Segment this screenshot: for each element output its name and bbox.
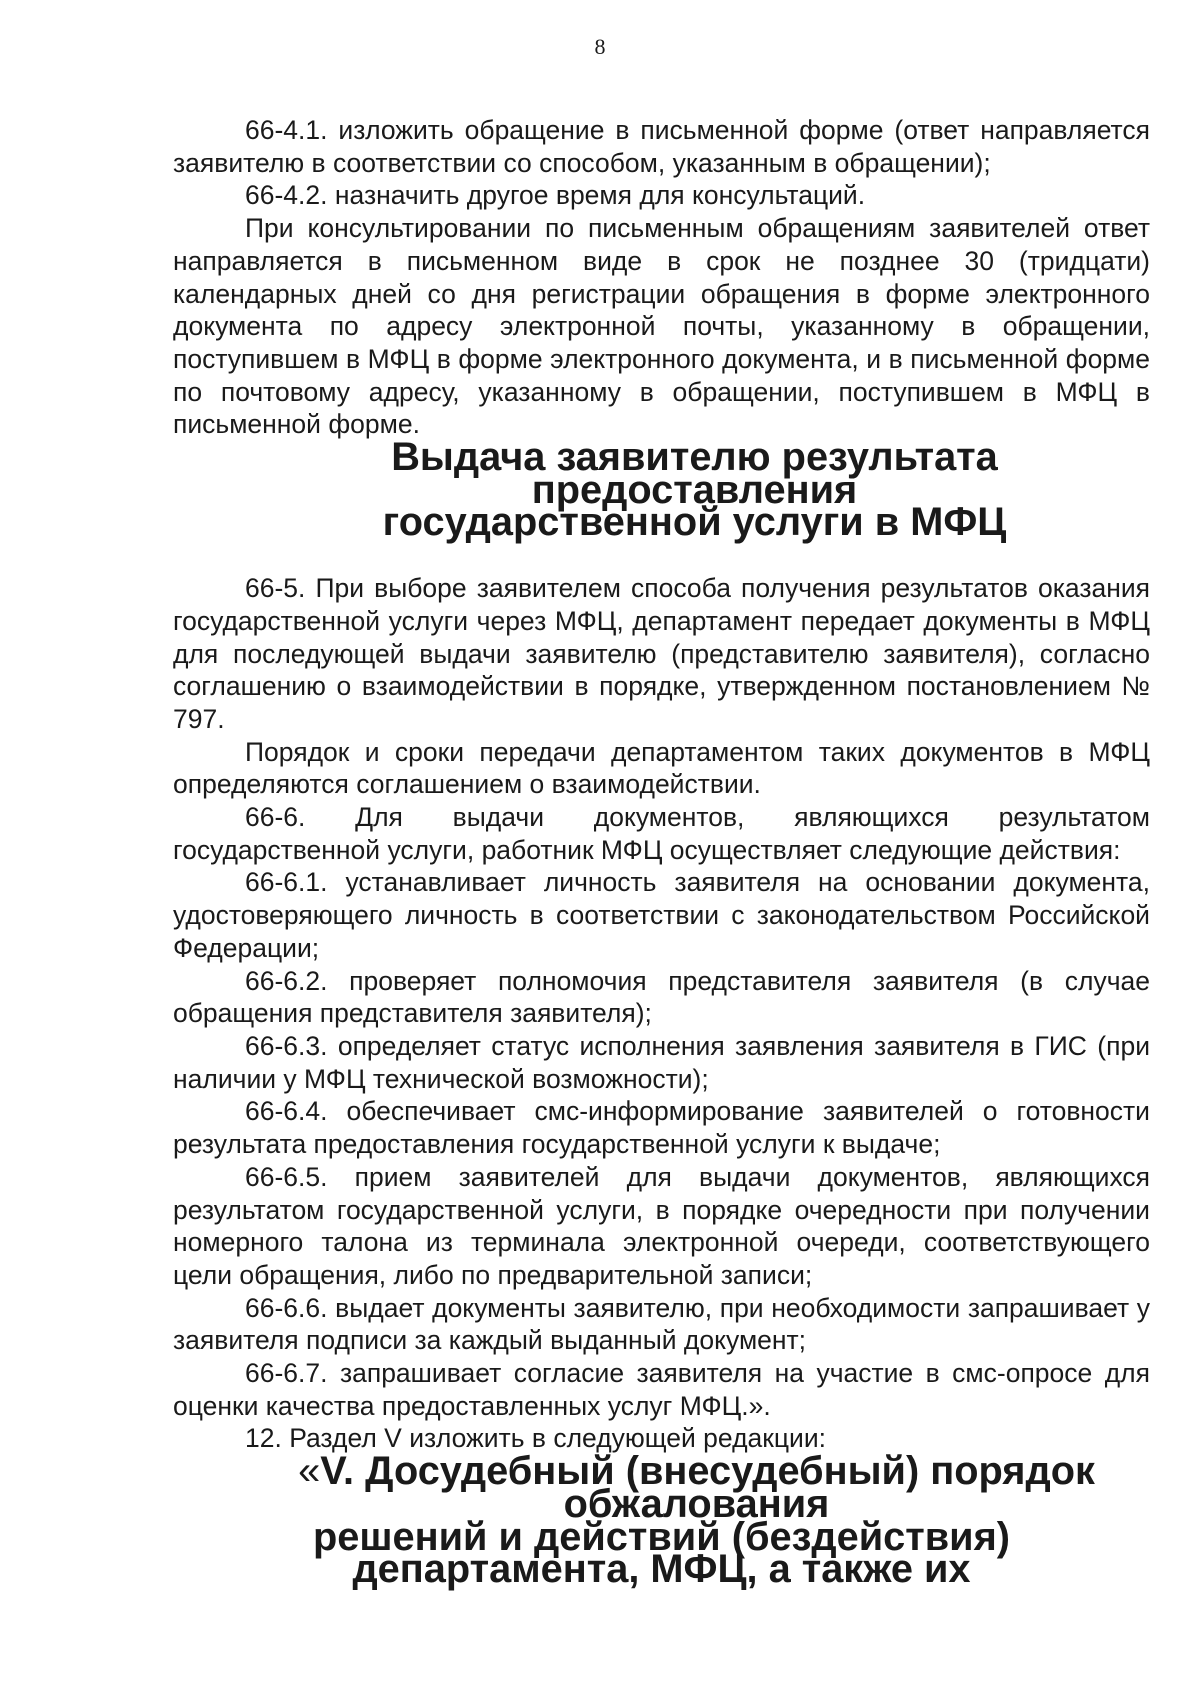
heading-line-text: V. Досудебный (внесудебный) порядок обжалования bbox=[320, 1449, 1095, 1526]
opening-quote: « bbox=[298, 1449, 321, 1494]
spacer bbox=[173, 539, 1150, 572]
document-body bbox=[173, 114, 1150, 1592]
heading-line: государственной услуги в МФЦ bbox=[382, 500, 1007, 545]
paragraph-66-5: 66-5. При выборе заявителем способа получения результатов оказания государственной услуги через МФЦ, департамент передает документы в МФЦ для последующей выдачи заявителю (представителю заявителя), согласно соглашению о взаимодействии в порядке, утвержденном постановлением № 797. bbox=[173, 573, 1150, 734]
paragraph-66-4-2: 66-4.2. назначить другое время для консультаций. bbox=[245, 180, 866, 211]
paragraph-66-4-1: 66-4.1. изложить обращение в письменной форме (ответ направляется заявителю в соответствии со способом, указанным в обращении); bbox=[173, 115, 1150, 178]
paragraph-66-6-4: 66-6.4. обеспечивает смс-информирование заявителей о готовности результата предоставления государственной услуги к выдаче; bbox=[173, 1096, 1150, 1160]
paragraph-66-6-7: 66-6.7. запрашивает согласие заявителя на участие в смс-опросе для оценки качества предоставленных услуг МФЦ.». bbox=[173, 1358, 1150, 1421]
paragraph-66-6-3: 66-6.3. определяет статус исполнения заявления заявителя в ГИС (при наличии у МФЦ технической возможности); bbox=[173, 1030, 1150, 1094]
page-number: 8 bbox=[594, 34, 606, 59]
paragraph-transfer-procedure: Порядок и сроки передачи департаментом таких документов в МФЦ определяются соглашением о взаимодействии. bbox=[173, 736, 1150, 800]
heading-line bbox=[173, 1449, 1150, 1526]
paragraph-66-6-1: 66-6.1. устанавливает личность заявителя на основании документа, удостоверяющего личность в соответствии с законодательством Российской Федерации; bbox=[173, 867, 1150, 963]
paragraph-66-6: 66-6. Для выдачи документов, являющихся результатом государственной услуги, работник МФЦ осуществляет следующие действия: bbox=[173, 802, 1150, 865]
heading-line: Выдача заявителю результата предоставления bbox=[391, 435, 998, 512]
section-heading-pretrial-appeal bbox=[173, 1449, 1150, 1592]
paragraph-66-6-6: 66-6.6. выдает документы заявителю, при необходимости запрашивает у заявителя подписи за каждый выданный документ; bbox=[173, 1292, 1150, 1356]
paragraph-66-6-5: 66-6.5. прием заявителей для выдачи документов, являющихся результатом государственной услуги, в порядке очередности при получении номерного талона из терминала электронной очереди, соответствующего цели обращения, либо по предварительной записи; bbox=[173, 1161, 1150, 1290]
heading-line: решений и действий (бездействия) департамента, МФЦ, а также их bbox=[312, 1514, 1011, 1592]
paragraph-12-section-v: 12. Раздел V изложить в следующей редакции: bbox=[245, 1423, 827, 1454]
paragraph-written-requests: При консультировании по письменным обращениям заявителей ответ направляется в письменном виде в срок не позднее 30 (тридцати) календарных дней со дня регистрации обращения в форме электронного документа по адресу электронной почты, указанному в обращении, поступившем в МФЦ в форме электронного документа, и в письменной форме по почтовому адресу, указанному в обращении, поступившем в МФЦ в письменной форме. bbox=[173, 213, 1150, 440]
section-heading-result-issuance bbox=[173, 435, 1150, 545]
paragraph-66-6-2: 66-6.2. проверяет полномочия представителя заявителя (в случае обращения представителя заявителя); bbox=[173, 965, 1150, 1029]
